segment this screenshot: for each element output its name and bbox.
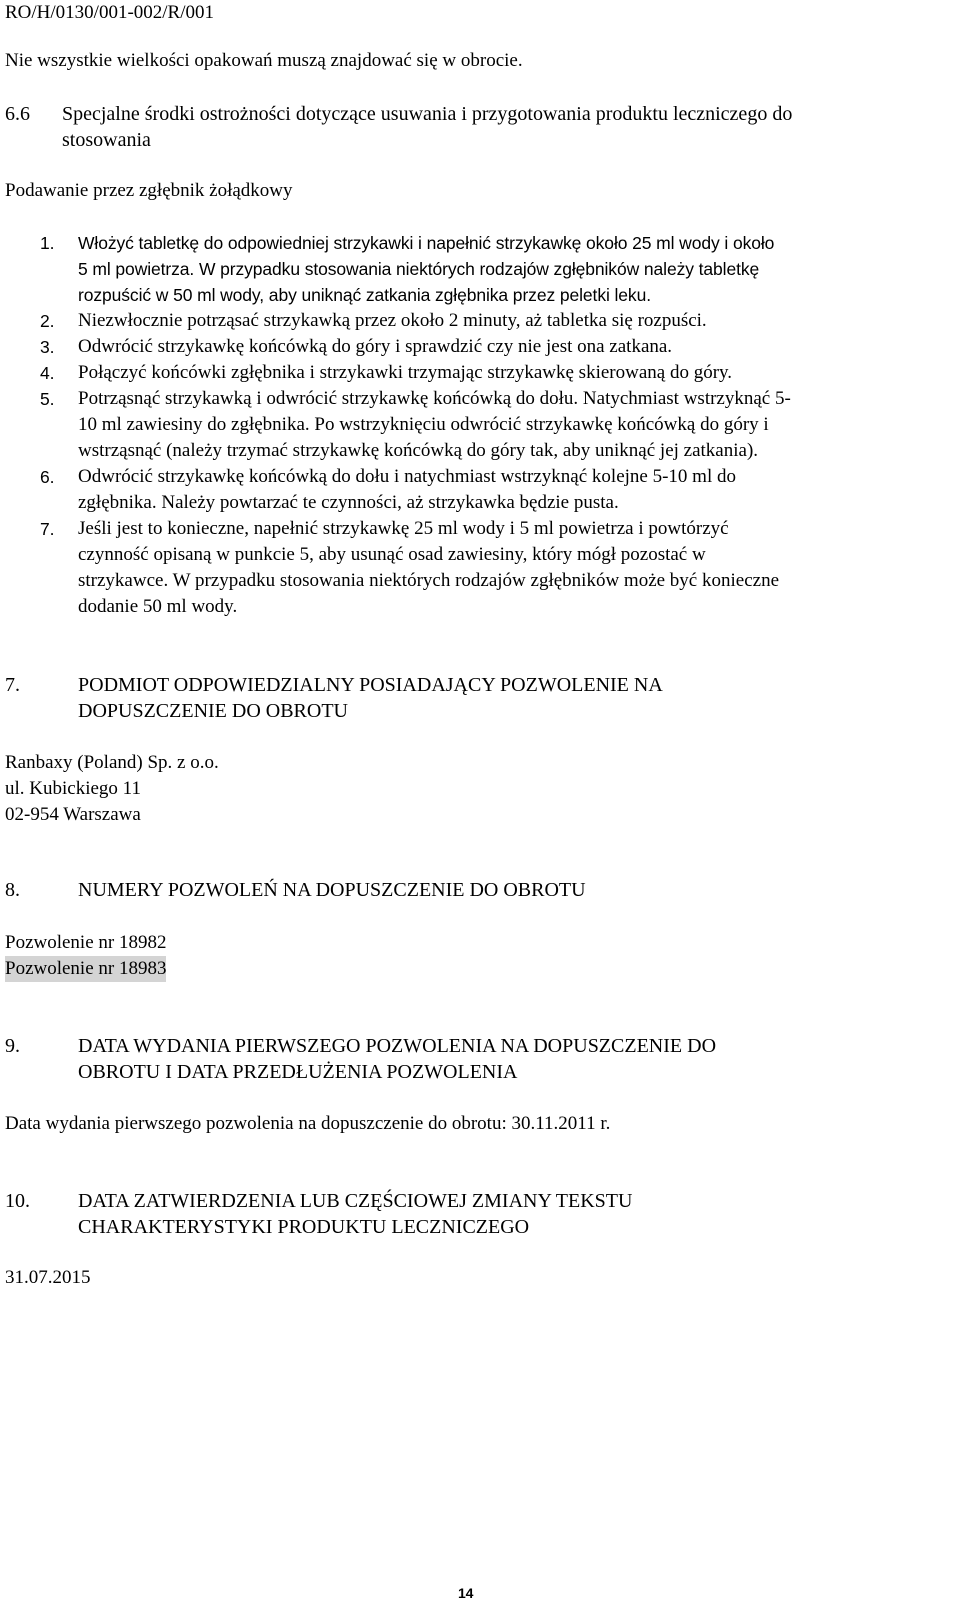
section-title: NUMERY POZWOLEŃ NA DOPUSZCZENIE DO OBROTU	[78, 879, 586, 901]
step-text-line: Odwrócić strzykawkę końcówką do góry i sprawdzić czy nie jest ona zatkana.	[78, 336, 673, 357]
step-text-line: strzykawce. W przypadku stosowania niektórych rodzajów zgłębników może być konieczne	[78, 570, 780, 591]
approval-date: 31.07.2015	[5, 1267, 91, 1288]
step-text-line: czynność opisaną w punkcie 5, aby usunąć osad zawiesiny, który mógł pozostać w	[78, 544, 706, 565]
step-text-line: wstrząsnąć (należy trzymać strzykawkę końcówką do góry tak, aby uniknąć jej zatkania).	[78, 440, 759, 461]
step-text-line: 5 ml powietrza. W przypadku stosowania niektórych rodzajów zgłębników należy tabletkę	[78, 259, 760, 279]
step-number: 2.	[40, 311, 55, 331]
section-number: 8.	[5, 879, 20, 901]
section-title-line1: Specjalne środki ostrożności dotyczące usuwania i przygotowania produktu leczniczego do	[62, 103, 793, 125]
step-number: 1.	[40, 233, 55, 253]
section-title-line2: DOPUSZCZENIE DO OBROTU	[78, 700, 348, 722]
section-number: 9.	[5, 1035, 20, 1057]
section-title-line2: OBROTU I DATA PRZEDŁUŻENIA POZWOLENIA	[78, 1061, 518, 1083]
step-number: 6.	[40, 467, 55, 487]
step-number: 3.	[40, 337, 55, 357]
permit-number: Pozwolenie nr 18983	[5, 956, 166, 982]
step-number: 7.	[40, 519, 55, 539]
step-text-line: Jeśli jest to konieczne, napełnić strzykawkę 25 ml wody i 5 ml powietrza i powtórzyć	[78, 518, 729, 539]
step-text-line: Potrząsnąć strzykawką i odwrócić strzykawkę końcówką do dołu. Natychmiast wstrzyknąć 5-	[78, 388, 791, 409]
step-number: 4.	[40, 363, 55, 383]
section-title-line1: DATA WYDANIA PIERWSZEGO POZWOLENIA NA DOPUSZCZENIE DO	[78, 1035, 717, 1057]
step-text-line: 10 ml zawiesiny do zgłębnika. Po wstrzyknięciu odwrócić strzykawkę końcówką do góry i	[78, 414, 769, 435]
section-title-line1: DATA ZATWIERDZENIA LUB CZĘŚCIOWEJ ZMIANY TEKSTU	[78, 1190, 633, 1212]
step-text-line: dodanie 50 ml wody.	[78, 596, 238, 617]
section-number: 7.	[5, 674, 20, 696]
section-number: 6.6	[5, 103, 30, 125]
section-title-line2: stosowania	[62, 129, 151, 151]
step-text-line: Włożyć tabletkę do odpowiedniej strzykawki i napełnić strzykawkę około 25 ml wody i około	[78, 233, 775, 253]
subtitle: Podawanie przez zgłębnik żołądkowy	[5, 180, 293, 201]
step-text-line: Połączyć końcówki zgłębnika i strzykawki trzymając strzykawkę skierowaną do góry.	[78, 362, 733, 383]
section-title-line1: PODMIOT ODPOWIEDZIALNY POSIADAJĄCY POZWOLENIE NA	[78, 674, 663, 696]
section-title-line2: CHARAKTERYSTYKI PRODUKTU LECZNICZEGO	[78, 1216, 530, 1238]
page-number: 14	[458, 1585, 474, 1601]
issue-date-text: Data wydania pierwszego pozwolenia na dopuszczenie do obrotu: 30.11.2011 r.	[5, 1113, 611, 1134]
pack-size-note: Nie wszystkie wielkości opakowań muszą znajdować się w obrocie.	[5, 50, 523, 71]
address-line: ul. Kubickiego 11	[5, 778, 141, 799]
step-number: 5.	[40, 389, 55, 409]
step-text-line: Odwrócić strzykawkę końcówką do dołu i natychmiast wstrzyknąć kolejne 5-10 ml do	[78, 466, 736, 487]
address-line: Ranbaxy (Poland) Sp. z o.o.	[5, 752, 219, 773]
step-text-line: zgłębnika. Należy powtarzać te czynności, aż strzykawka będzie pusta.	[78, 492, 619, 513]
step-text-line: rozpuścić w 50 ml wody, aby uniknąć zatkania zgłębnika przez peletki leku.	[78, 285, 651, 305]
permit-number: Pozwolenie nr 18982	[5, 932, 167, 953]
step-text-line: Niezwłocznie potrząsać strzykawką przez około 2 minuty, aż tabletka się rozpuści.	[78, 310, 707, 331]
section-number: 10.	[5, 1190, 30, 1212]
document-id: RO/H/0130/001-002/R/001	[5, 2, 215, 23]
address-line: 02-954 Warszawa	[5, 804, 141, 825]
